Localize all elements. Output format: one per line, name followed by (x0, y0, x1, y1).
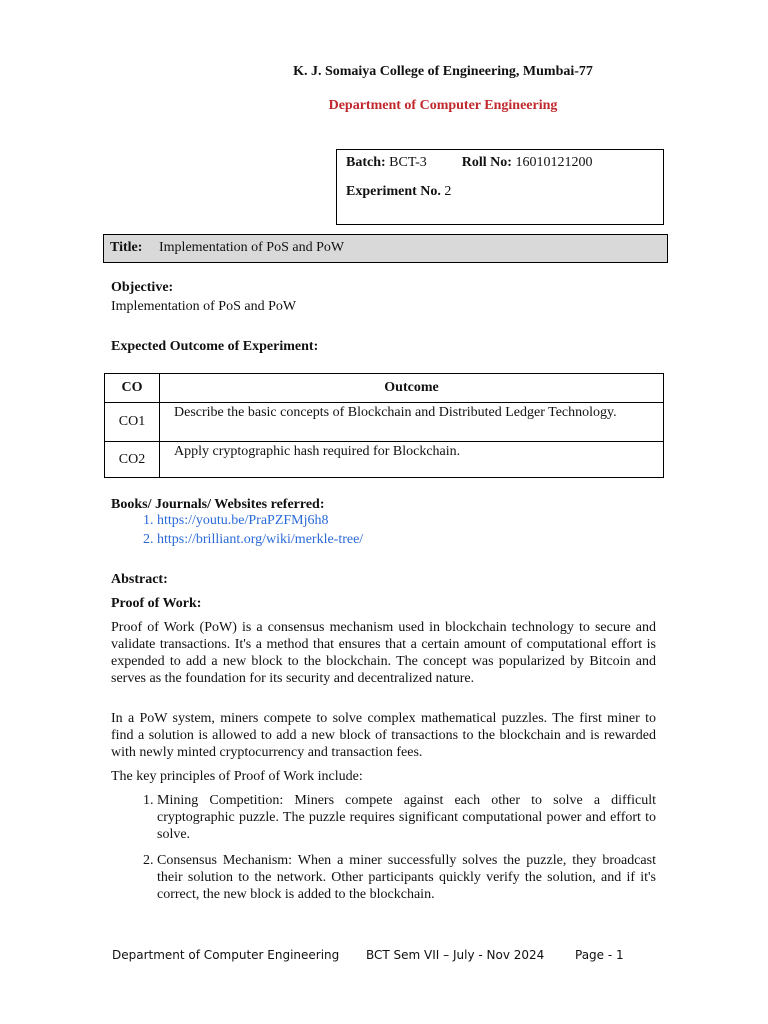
paragraph-text: Proof of Work (PoW) is a consensus mechanism used in blockchain technology to secure and validate transactions. It's a method that ensures that a certain amount of computational effort is expended to add a new block to the blockchain. The concept was popularized by Bitcoin and serves as the foundation for its security and decentralized nature. (111, 620, 656, 686)
title-value: Implementation of PoS and PoW (159, 240, 345, 255)
references-list (111, 511, 656, 549)
co-column-header: CO (105, 374, 160, 403)
principles-list (111, 792, 656, 912)
outcome-table (104, 373, 664, 478)
list-item: 1. Mining Competition: Miners compete against each other to solve a difficult cryptographic puzzle. The puzzle requires significant computational power and effort to solve. (157, 792, 656, 843)
title-label: Title: (110, 240, 143, 255)
objective-heading: Objective: (111, 280, 174, 295)
college-name: K. J. Somaiya College of Engineering, Mumbai-77 (293, 64, 593, 79)
abstract-paragraph-3: The key principles of Proof of Work include: (111, 769, 363, 784)
department-name: Department of Computer Engineering (328, 98, 558, 113)
experiment-label: Experiment No. (346, 184, 441, 199)
table-header-row (105, 374, 664, 403)
list-item: 2. Consensus Mechanism: When a miner successfully solves the puzzle, they broadcast their solution to the network. Other participants quickly verify the solution, and if it's correct, the new block is added to the blockchain. (157, 852, 656, 903)
batch-value: BCT-3 (389, 155, 427, 170)
student-info-box (336, 149, 664, 225)
roll-value: 16010121200 (515, 155, 593, 170)
outcome-cell: Apply cryptographic hash required for Blockchain. (160, 442, 664, 478)
abstract-paragraph-1 (111, 619, 656, 687)
paragraph-text: In a PoW system, miners compete to solve complex mathematical puzzles. The first miner to find a solution is allowed to add a new block of transactions to the blockchain and is rewarded with newly minted cryptocurrency and transaction fees. (111, 711, 656, 760)
title-bar (103, 234, 668, 263)
footer-department: Department of Computer Engineering (112, 948, 340, 962)
reference-link[interactable]: 1. https://youtu.be/PraPZFMj6h8 (157, 511, 656, 530)
table-row (105, 442, 664, 478)
pow-subheading: Proof of Work: (111, 596, 202, 611)
table-row (105, 403, 664, 442)
co-cell: CO1 (105, 403, 160, 442)
abstract-paragraph-2 (111, 710, 656, 761)
footer-course: BCT Sem VII – July - Nov 2024 (366, 948, 545, 962)
outcome-heading: Expected Outcome of Experiment: (111, 339, 319, 354)
co-cell: CO2 (105, 442, 160, 478)
batch-label: Batch: (346, 155, 386, 170)
reference-link[interactable]: 2. https://brilliant.org/wiki/merkle-tree/ (157, 530, 656, 549)
objective-text: Implementation of PoS and PoW (111, 299, 297, 314)
outcome-cell: Describe the basic concepts of Blockchain and Distributed Ledger Technology. (160, 403, 664, 442)
abstract-heading: Abstract: (111, 572, 168, 587)
footer-page-number: Page - 1 (575, 948, 624, 962)
outcome-column-header: Outcome (160, 374, 664, 403)
roll-label: Roll No: (461, 155, 512, 170)
experiment-value: 2 (444, 184, 452, 199)
references-heading: Books/ Journals/ Websites referred: (111, 497, 325, 512)
